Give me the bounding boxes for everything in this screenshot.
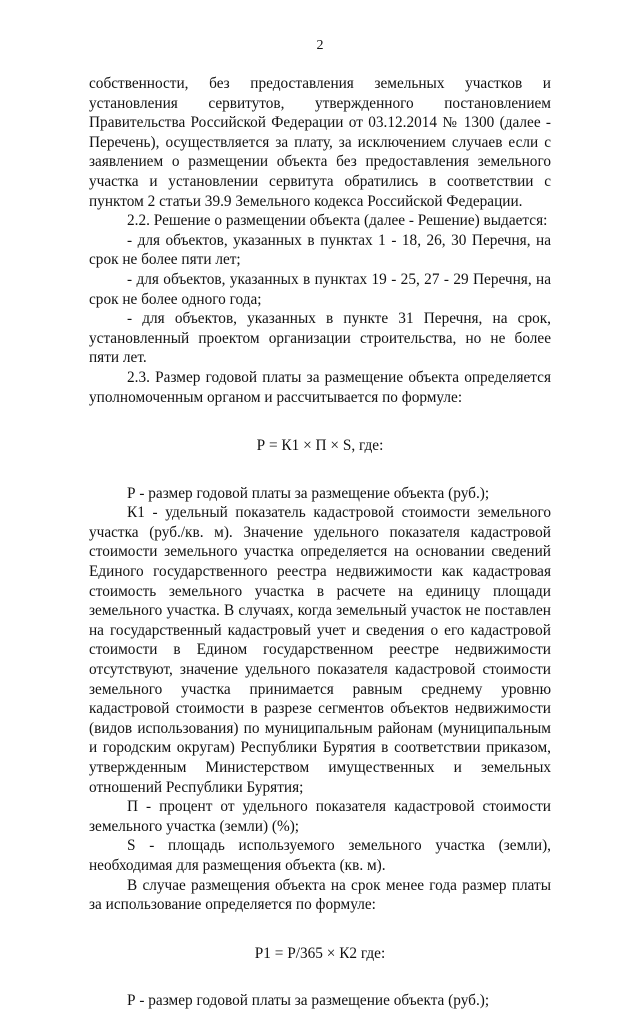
paragraph-2-2: 2.2. Решение о размещении объекта (далее - Решение) выдается:: [127, 212, 548, 230]
formula-short-term-fee: Р1 = Р/365 × К2 где:: [254, 944, 386, 962]
document-body: [89, 74, 551, 1011]
definition-p-repeat: Р - размер годовой платы за размещение объекта (руб.);: [127, 992, 490, 1010]
list-item-term-construction: - для объектов, указанных в пункте 31 Перечня, на срок, установленный проектом организации строительства, но не более пяти лет.: [89, 310, 551, 367]
paragraph-2-3: 2.3. Размер годовой платы за размещение объекта определяется уполномоченным органом и рассчитывается по формуле:: [89, 368, 551, 406]
definition-p: Р - размер годовой платы за размещение объекта (руб.);: [127, 484, 490, 502]
formula-annual-fee: Р = К1 × П × S, где:: [256, 437, 384, 455]
list-item-term-one-year: - для объектов, указанных в пунктах 19 - 25, 27 - 29 Перечня, на срок не более одного года;: [89, 270, 551, 308]
page-number: 2: [316, 38, 324, 53]
definition-k1: К1 - удельный показатель кадастровой стоимости земельного участка (руб./кв. м). Значение удельного показателя кадастровой стоимости земельного участка определяется на основании сведений Единого государственного реестра недвижимости как кадастровая стоимость земельного участка в расчете на единицу площади земельного участка. В случаях, когда земельный участок не поставлен на государственный кадастровый учет и сведения о его кадастровой стоимости в Едином государственном реестре недвижимости отсутствуют, значение удельного показателя кадастровой стоимости земельного участка принимается равным среднему уровню кадастровой стоимости в разрезе сегментов объектов недвижимости (видов использования) по муниципальным районам (муниципальным и городским округам) Республики Бурятия в соответствии приказом, утвержденным Министерством имущественных и земельных отношений Республики Бурятия;: [89, 504, 551, 796]
paragraph-continuation: собственности, без предоставления земельных участков и установления сервитутов, утвержденного постановлением Правительства Российской Федерации от 03.12.2014 № 1300 (далее - Перечень), осуществляется за плату, за исключением случаев если с заявлением о размещении объекта без предоставления земельного участка и установлении сервитута обратились в соответствии с пунктом 2 статьи 39.9 Земельного кодекса Российской Федерации.: [89, 75, 551, 210]
paragraph-short-term: В случае размещения объекта на срок менее года размер платы за использование определяется по формуле:: [89, 876, 551, 914]
definition-percent: П - процент от удельного показателя кадастровой стоимости земельного участка (земли) (%);: [89, 798, 551, 835]
definition-s: S - площадь используемого земельного участка (земли), необходимая для размещения объекта (кв. м).: [89, 837, 551, 874]
list-item-term-five-years: - для объектов, указанных в пунктах 1 - 18, 26, 30 Перечня, на срок не более пяти лет;: [89, 231, 551, 269]
